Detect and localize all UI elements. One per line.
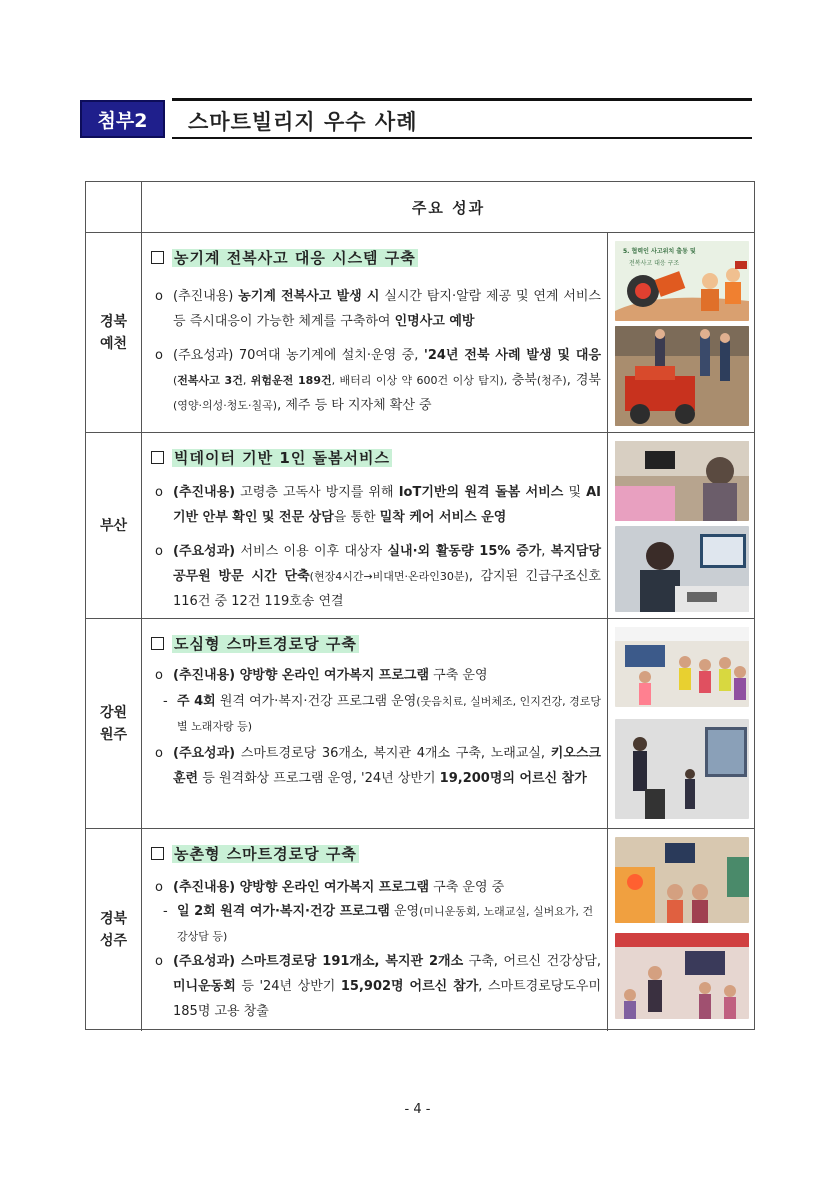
section-title: 빅데이터 기반 1인 돌봄서비스 — [151, 447, 392, 468]
region-cell: 부산 — [86, 433, 142, 618]
list-item: o (추진내용) 농기계 전복사고 발생 시 실시간 탐지·알람 제공 및 연계 서비스 등 즉시대응이 가능한 체계를 구축하여 인명사고 예방 — [155, 289, 601, 329]
checkbox-icon — [151, 451, 164, 464]
section-title: 농기계 전복사고 대응 시스템 구축 — [151, 247, 418, 268]
title-rule-bottom — [172, 137, 752, 139]
checkbox-icon — [151, 847, 164, 860]
photo-cell — [607, 233, 754, 432]
photo-cell — [607, 619, 754, 828]
tractor-field-photo — [615, 326, 749, 426]
content-cell — [143, 619, 607, 828]
page-number: - 4 - — [404, 1102, 431, 1117]
content-cell — [143, 829, 607, 1031]
photo-caption-2: 전복사고 대응 구조 — [629, 260, 680, 267]
table-row — [86, 619, 754, 829]
senior-center-exercise-photo — [615, 627, 749, 707]
section-title: 도심형 스마트경로당 구축 — [151, 633, 359, 654]
elderly-home-care-photo — [615, 441, 749, 521]
list-item: o (주요성과) 스마트경로당 191개소, 복지관 2개소 구축, 어르신 건강상담, 미니운동회 등 '24년 상반기 15,902명 어르신 참가, 스마트경로당도우미 185명 고용 창출 — [155, 954, 601, 1019]
rural-senior-center-photo — [615, 837, 749, 923]
photo-cell — [607, 433, 754, 618]
content-cell — [143, 433, 607, 618]
table-row — [86, 829, 754, 1031]
section-title: 농촌형 스마트경로당 구축 — [151, 843, 359, 864]
list-item: o (주요성과) 스마트경로당 36개소, 복지관 4개소 구축, 노래교실, 키오스크 훈련 등 원격화상 프로그램 운영, '24년 상반기 19,200명의 어르신 참가 — [155, 746, 601, 786]
video-conference-photo — [615, 719, 749, 819]
region-cell: 경북 예천 — [86, 233, 142, 432]
table-head-title: 주요 성과 — [411, 198, 486, 217]
table-row — [86, 433, 754, 619]
list-item: o (추진내용) 고령층 고독사 방지를 위해 IoT기반의 원격 돌봄 서비스 및 AI기반 안부 확인 및 전문 상담을 통한 밀착 케어 서비스 운영 — [155, 485, 601, 525]
attachment-badge: 첨부2 — [80, 100, 165, 138]
photo-cell — [607, 829, 754, 1031]
singing-class-photo — [615, 933, 749, 1019]
call-center-photo — [615, 526, 749, 612]
tractor-accident-illustration — [615, 241, 749, 321]
region-cell: 강원 원주 — [86, 619, 142, 828]
cases-table — [85, 181, 755, 1030]
checkbox-icon — [151, 251, 164, 264]
list-item: o (주요성과) 서비스 이용 이후 대상자 실내·외 활동량 15% 증가, 복지담당공무원 방문 시간 단축(현장4시간→비대면·온라인30분), 감지된 긴급구조신호 116건 중 12건 119호송 연결 — [155, 544, 602, 609]
list-item: o (추진내용) 양방향 온라인 여가복지 프로그램 구축 운영 중 — [155, 880, 505, 895]
region-header-cell — [86, 182, 142, 232]
region-cell: 경북 성주 — [86, 829, 142, 1031]
table-head-row — [86, 182, 754, 233]
sub-item: - 주 4회 원격 여가·복지·건강 프로그램 운영(웃음치료, 실버체조, 인지건강, 경로당별 노래자랑 등) — [163, 694, 601, 733]
list-item: o (추진내용) 양방향 온라인 여가복지 프로그램 구축 운영 — [155, 668, 488, 683]
table-row — [86, 233, 754, 433]
list-item: o (주요성과) 70여대 농기계에 설치·운영 중, '24년 전북 사례 발생 및 대응(전복사고 3건, 위험운전 189건, 배터리 이상 약 600건 이상 탐지), 충북(청주), 경북(영양·의성·청도·칠곡), 제주 등 타 지자체 확산 중 — [155, 348, 602, 413]
sub-item: - 일 2회 원격 여가·복지·건강 프로그램 운영(미니운동회, 노래교실, 실버요가, 건강상담 등) — [163, 904, 594, 943]
page-title: 스마트빌리지 우수 사례 — [188, 110, 418, 134]
page-header — [80, 98, 752, 140]
title-rule-top — [172, 98, 752, 101]
checkbox-icon — [151, 637, 164, 650]
photo-caption: 5. 협력인 사고위치 출동 및 — [623, 248, 696, 255]
content-cell — [143, 233, 607, 432]
